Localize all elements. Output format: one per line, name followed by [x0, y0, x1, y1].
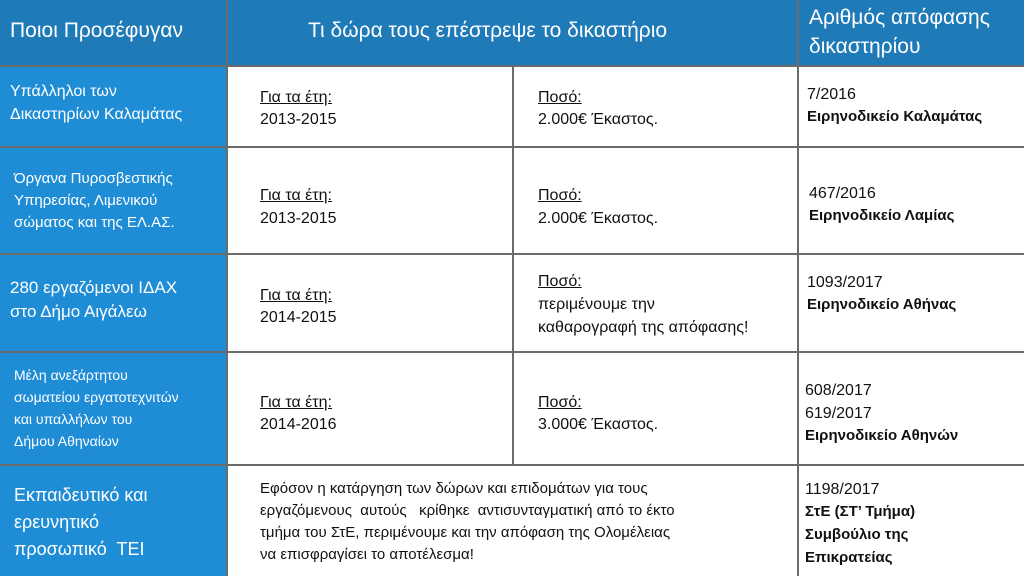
row-1-years-label: Για τα έτη: [260, 89, 332, 106]
row-2-court: Ειρηνοδικείο Λαμίας [809, 207, 955, 224]
row-3-years [228, 255, 512, 351]
row-2-years [228, 148, 512, 253]
row-3-decision [799, 255, 1024, 351]
row-2-amount-label: Ποσό: [538, 187, 582, 204]
header-decision-line1: Αριθμός απόφασης [809, 6, 990, 29]
row-4-years-value: 2014-2016 [260, 416, 337, 433]
row-5-note-line: να επισφραγίσει το αποτέλεσμα! [260, 546, 474, 563]
row-1-decision-number: 7/2016 [807, 86, 856, 103]
row-5-decision [799, 466, 1024, 576]
row-4-who-line: Δήμου Αθηναίων [14, 433, 119, 449]
row-4-who-line: σωματείου εργατοτεχνιτών [14, 389, 179, 405]
row-4-years-label: Για τα έτη: [260, 394, 332, 411]
row-5-note-line: εργαζόμενους αυτούς κρίθηκε αντισυνταγματική από το έκτο [260, 502, 675, 519]
row-4-amount-label: Ποσό: [538, 394, 582, 411]
row-2-years-value: 2013-2015 [260, 210, 337, 227]
row-5-court: Επικρατείας [805, 549, 893, 566]
row-2-who-line: σώματος και της ΕΛ.ΑΣ. [14, 214, 175, 231]
header-decision [799, 0, 1024, 65]
row-4-decision [799, 353, 1024, 464]
row-2-amount-value: 2.000€ Έκαστος. [538, 210, 659, 227]
row-4-amount-value: 3.000€ Έκαστος. [538, 416, 659, 433]
row-3-amount-value: περιμένουμε την [538, 296, 655, 313]
row-5-note [228, 466, 797, 576]
row-1-who [0, 67, 226, 146]
header-who-label: Ποιοι Προσέφυγαν [10, 19, 184, 42]
row-3-amount-label: Ποσό: [538, 273, 582, 290]
row-4-decision-number: 619/2017 [805, 405, 872, 422]
row-5-court: ΣτΕ (ΣΤ’ Τμήμα) [805, 503, 916, 520]
row-4-who-line: Μέλη ανεξάρτητου [14, 367, 128, 383]
header-gifts [228, 0, 797, 65]
row-5-note-line: Εφόσον η κατάργηση των δώρων και επιδομάτων για τους [260, 480, 648, 497]
row-3-who-line: 280 εργαζόμενοι ΙΔΑΧ [10, 278, 178, 297]
row-1-years [228, 67, 512, 146]
row-5-note-line: τμήμα του ΣτΕ, περιμένουμε και την απόφαση της Ολομέλειας [260, 524, 671, 541]
row-4-who [0, 353, 226, 464]
row-4-court: Ειρηνοδικείο Αθηνών [805, 427, 959, 444]
header-decision-line2: δικαστηρίου [809, 35, 921, 58]
row-2-who [0, 148, 226, 253]
row-4-who-line: και υπαλλήλων του [14, 411, 133, 427]
row-3-amount [514, 255, 797, 351]
row-1-who-line: Δικαστηρίων Καλαμάτας [10, 106, 183, 123]
row-5-court: Συμβούλιο της [805, 526, 909, 543]
header-who [0, 0, 226, 65]
row-5-who-line: προσωπικό ΤΕΙ [14, 539, 145, 559]
row-5-who-line: ερευνητικό [14, 512, 100, 532]
row-1-who-line: Υπάλληλοι των [10, 83, 117, 100]
row-4-years [228, 353, 512, 464]
row-5-who [0, 466, 226, 576]
row-3-court: Ειρηνοδικείο Αθήνας [807, 296, 957, 313]
row-1-years-value: 2013-2015 [260, 111, 337, 128]
header-gifts-label: Τι δώρα τους επέστρεψε το δικαστήριο [308, 19, 668, 42]
row-2-who-line: Υπηρεσίας, Λιμενικού [14, 192, 158, 209]
row-3-decision-number: 1093/2017 [807, 274, 883, 291]
row-1-amount [514, 67, 797, 146]
row-2-decision [799, 148, 1024, 253]
row-3-amount-value: καθαρογραφή της απόφασης! [538, 319, 749, 336]
row-1-amount-label: Ποσό: [538, 89, 582, 106]
row-3-years-value: 2014-2015 [260, 309, 337, 326]
row-5-decision-number: 1198/2017 [805, 481, 880, 498]
row-2-who-line: Όργανα Πυροσβεστικής [14, 170, 173, 187]
row-1-court: Ειρηνοδικείο Καλαμάτας [807, 108, 983, 125]
row-3-who [0, 255, 226, 351]
row-1-decision [799, 67, 1024, 146]
row-3-years-label: Για τα έτη: [260, 287, 332, 304]
row-2-decision-number: 467/2016 [809, 185, 876, 202]
row-4-decision-number: 608/2017 [805, 382, 872, 399]
row-1-amount-value: 2.000€ Έκαστος. [538, 111, 659, 128]
row-2-years-label: Για τα έτη: [260, 187, 332, 204]
row-3-who-line: στο Δήμο Αιγάλεω [10, 302, 147, 321]
row-5-who-line: Εκπαιδευτικό και [14, 485, 148, 505]
row-2-amount [514, 148, 797, 253]
row-4-amount [514, 353, 797, 464]
